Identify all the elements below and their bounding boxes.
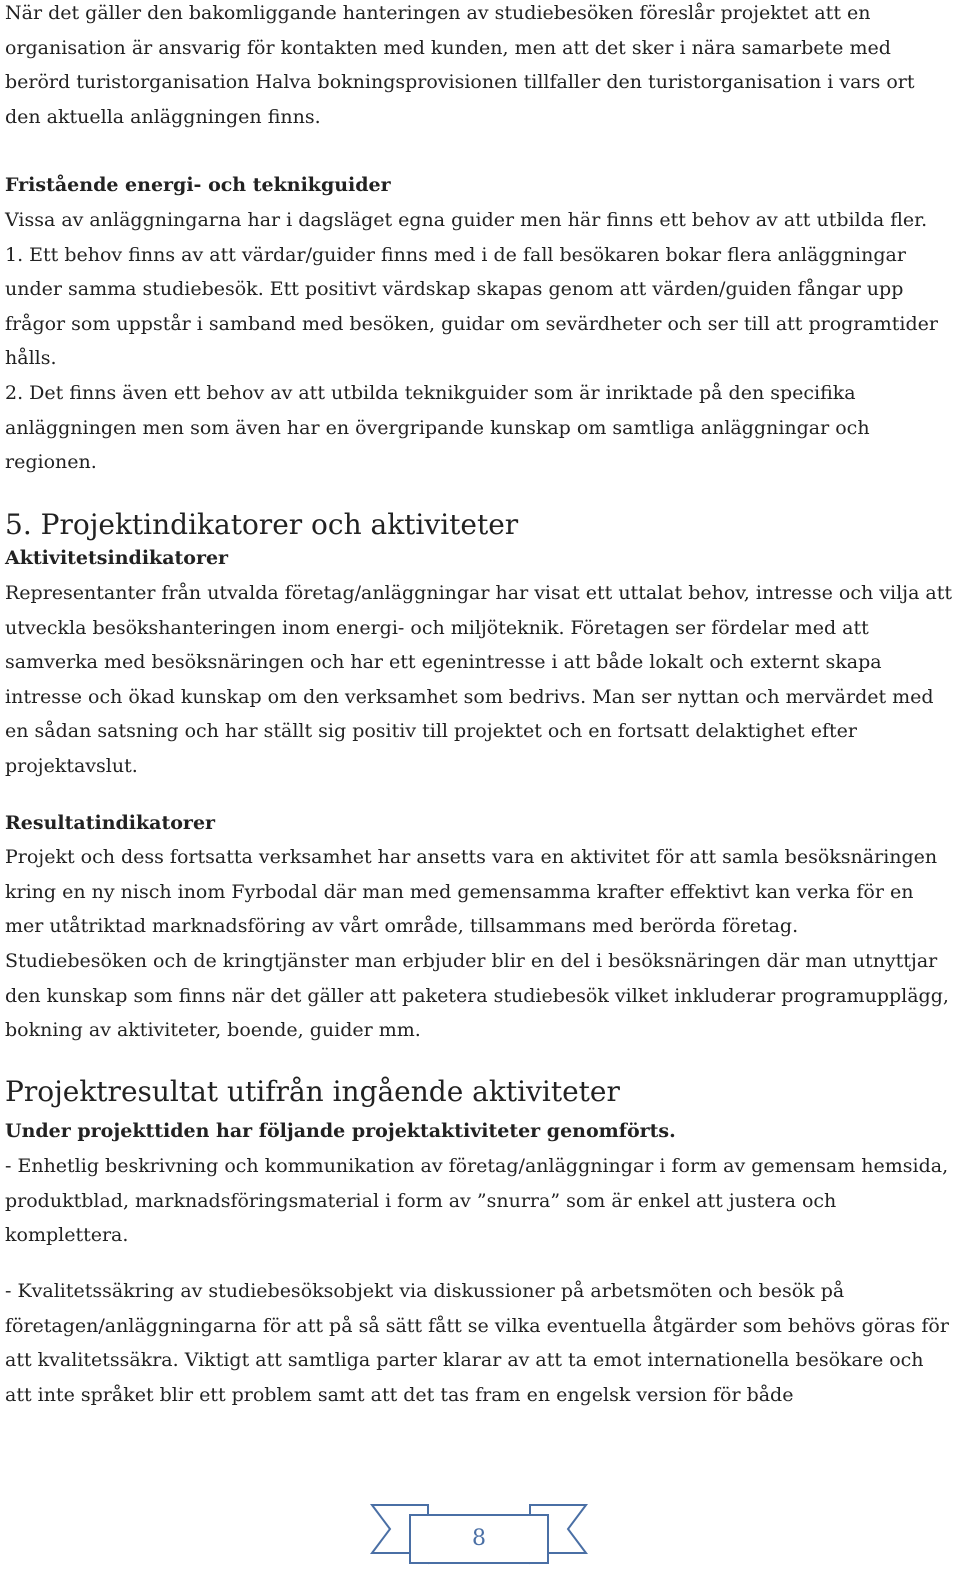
project-activities-subheading: Under projekttiden har följande projektaktiviteter genomförts. — [5, 1120, 676, 1142]
section-5-heading: 5. Projektindikatorer och aktiviteter — [5, 508, 519, 541]
intro-paragraph: När det gäller den bakomliggande hanteringen av studiebesöken föreslår projektet att en organisation är ansvarig för kontakten med kunden, men att det sker i nära samarbete med berörd turistorganisation Halva bokningsprovisionen tillfaller den turistorganisation i vars ort den aktuella anläggningen finns. — [5, 2, 915, 128]
project-activity-item-1: - Enhetlig beskrivning och kommunikation av företag/anläggningar i form av gemensam hemsida, produktblad, marknadsföringsmaterial i form av ”snurra” som är enkel att justera och komplettera. — [5, 1155, 949, 1247]
guides-paragraph-3: 2. Det finns även ett behov av att utbilda teknikguider som är inriktade på den specifika anläggningen men som även har en övergripande kunskap om samtliga anläggningar och regionen. — [5, 381, 870, 474]
activity-indicators-paragraph: Representanter från utvalda företag/anläggningar har visat ett uttalat behov, intresse och vilja att utveckla besökshanteringen inom energi- och miljöteknik. Företagen ser fördelar med att samverka med besöksnäringen och har ett egenintresse i att både lokalt och externt skapa intresse och ökad kunskap om den verksamhet som bedrivs. Man ser nyttan och mervärdet med en sådan satsning och har ställt sig positiv till projektet och en fortsatt delaktighet efter projektavslut. — [5, 582, 953, 777]
guides-body — [5, 203, 955, 480]
guides-paragraph-1: Vissa av anläggningarna har i dagsläget egna guider men här finns ett behov av att utbilda fler. — [5, 209, 928, 231]
result-indicators-paragraph-1: Projekt och dess fortsatta verksamhet har ansetts vara en aktivitet för att samla besöksnäringen kring en ny nisch inom Fyrbodal där man med gemensamma krafter effektivt kan verka för en mer utåtriktad marknadsföring av vårt område, tillsammans med berörda företag. — [5, 846, 938, 938]
guides-heading: Fristående energi- och teknikguider — [5, 174, 391, 196]
guides-paragraph-2: 1. Ett behov finns av att värdar/guider finns med i de fall besökaren bokar flera anläggningar under samma studiebesök. Ett positivt värdskap skapas genom att värden/guiden fångar upp frågor som uppstår i samband med besöken, guidar om sevärdheter och ser till att programtider hålls. — [5, 243, 938, 370]
result-indicators-heading: Resultatindikatorer — [5, 812, 216, 834]
page-number: 8 — [472, 1526, 486, 1551]
project-results-heading: Projektresultat utifrån ingående aktiviteter — [5, 1075, 620, 1108]
result-indicators-paragraph-2: Studiebesöken och de kringtjänster man erbjuder blir en del i besöksnäringen där man utnyttjar den kunskap som finns när det gäller att paketera studiebesök vilket inkluderar programupplägg, bokning av aktiviteter, boende, guider mm. — [5, 950, 949, 1042]
activity-indicators-heading: Aktivitetsindikatorer — [5, 547, 229, 569]
project-activity-item-2: - Kvalitetssäkring av studiebesöksobjekt via diskussioner på arbetsmöten och besök på företagen/anläggningarna för att på så sätt fått se vilka eventuella åtgärder som behövs göras för att kvalitetssäkra. Viktigt att samtliga parter klarar av att ta emot internationella besökare och att inte språket blir ett problem samt att det tas fram en engelsk version för både — [5, 1280, 949, 1406]
page-number-ribbon — [370, 1503, 588, 1575]
